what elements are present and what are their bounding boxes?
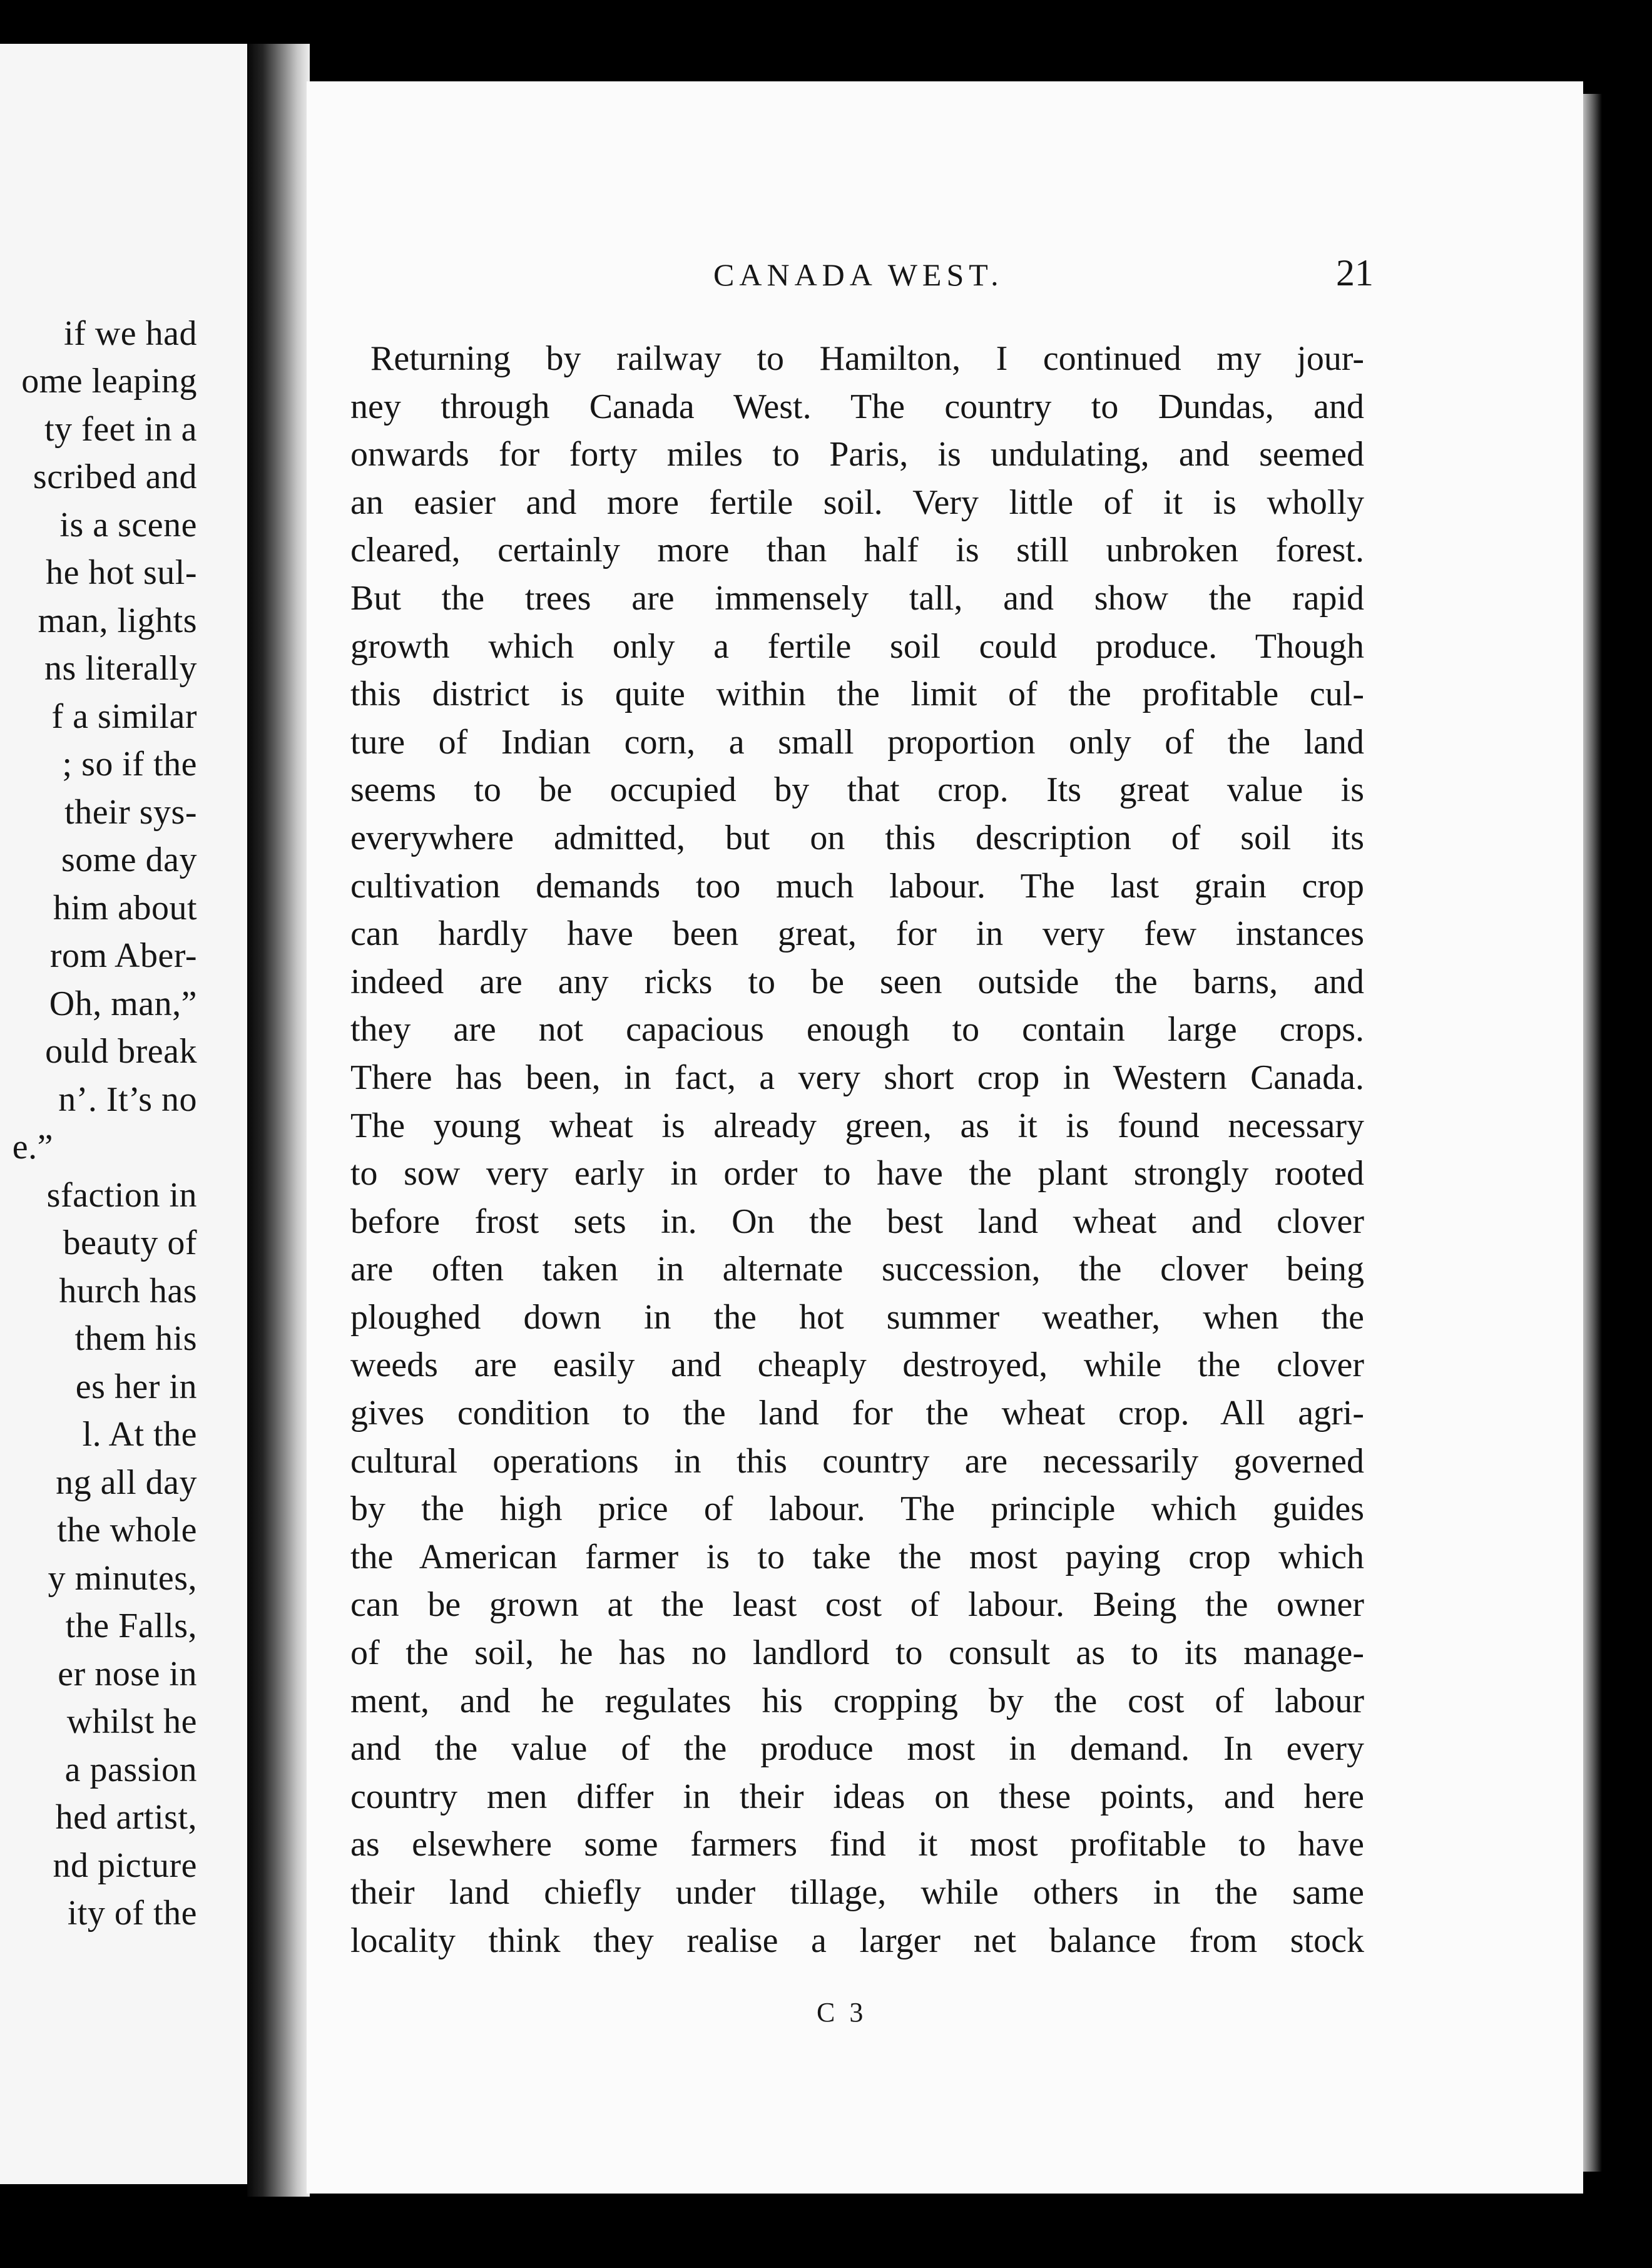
text-line: Returning by railway to Hamilton, I continued my jour- (370, 339, 1364, 378)
text-line: they are not capacious enough to contain large crops. (350, 1010, 1364, 1050)
text-line: of the soil, he has no landlord to consult as to its manage- (350, 1633, 1364, 1673)
left-page-line: nd picture (53, 1846, 197, 1885)
left-page-line: he hot sul- (46, 553, 197, 592)
text-line: can be grown at the least cost of labour. Being the owner (350, 1585, 1364, 1625)
text-line: by the high price of labour. The principle which guides (350, 1489, 1364, 1529)
left-page-line: ome leaping (21, 362, 197, 401)
text-line: everywhere admitted, but on this description of soil its (350, 818, 1364, 857)
left-page-line: is a scene (59, 506, 197, 544)
left-page-line: rom Aber- (49, 936, 197, 975)
left-page-line: Oh, man,” (49, 984, 197, 1023)
left-page-line: if we had (64, 314, 197, 353)
text-line: before frost sets in. On the best land wheat and clover (350, 1202, 1364, 1241)
running-head: CANADA WEST. (713, 257, 1004, 292)
left-page-line: scribed and (33, 457, 197, 496)
left-page-line: ns literally (44, 649, 197, 688)
text-line: to sow very early in order to have the plant strongly rooted (350, 1154, 1364, 1193)
left-page-line: e.” (12, 1128, 53, 1167)
text-line: can hardly have been great, for in very few instances (350, 914, 1364, 954)
text-line: weeds are easily and cheaply destroyed, while the clover (350, 1346, 1364, 1385)
page-number: 21 (1336, 252, 1374, 294)
text-line: the American farmer is to take the most paying crop which (350, 1537, 1364, 1576)
left-page-line: a passion (64, 1750, 197, 1789)
left-page-line: the Falls, (65, 1606, 197, 1645)
left-page-line: him about (53, 889, 197, 927)
left-page-line: beauty of (63, 1223, 197, 1262)
left-page-line: ng all day (56, 1463, 197, 1502)
text-line: and the value of the produce most in demand. In every (350, 1729, 1364, 1769)
text-line: country men differ in their ideas on these points, and here (350, 1777, 1364, 1816)
text-line: as elsewhere some farmers find it most profitable to have (350, 1825, 1364, 1864)
text-line: indeed are any ricks to be seen outside the barns, and (350, 962, 1364, 1001)
page-edge (1583, 94, 1602, 2172)
left-page-line: n’. It’s no (58, 1080, 197, 1119)
left-page-line: er nose in (58, 1655, 197, 1693)
text-line: cultivation demands too much labour. The last grain crop (350, 866, 1364, 906)
left-page-line: ty feet in a (44, 410, 197, 449)
body-text (350, 335, 1364, 1964)
left-page-line: them his (74, 1319, 197, 1358)
left-page-line: ; so if the (62, 745, 197, 784)
left-page-line: ould break (45, 1032, 197, 1071)
text-line: this district is quite within the limit of the profitable cul- (350, 675, 1364, 714)
left-page-line: l. At the (82, 1415, 197, 1454)
text-line: growth which only a fertile soil could produce. Though (350, 626, 1364, 666)
text-line: cultural operations in this country are necessarily governed (350, 1441, 1364, 1481)
text-line: The young wheat is already green, as it is found necessary (350, 1106, 1364, 1145)
text-line: ney through Canada West. The country to Dundas, and (350, 387, 1364, 426)
left-page-line: hurch has (59, 1272, 197, 1310)
signature-mark: C 3 (817, 1997, 867, 2028)
text-line: an easier and more fertile soil. Very little of it is wholly (350, 483, 1364, 522)
left-page-line: some day (61, 840, 197, 879)
text-line: onwards for forty miles to Paris, is undulating, and seemed (350, 435, 1364, 474)
left-page-line: whilst he (66, 1702, 197, 1741)
text-line: ploughed down in the hot summer weather, when the (350, 1297, 1364, 1337)
text-line: ment, and he regulates his cropping by the cost of labour (350, 1681, 1364, 1720)
left-page-line: es her in (75, 1367, 197, 1406)
text-line: But the trees are immensely tall, and show the rapid (350, 578, 1364, 618)
text-line: are often taken in alternate succession, the clover being (350, 1250, 1364, 1289)
left-page-line: hed artist, (55, 1798, 197, 1837)
left-page-line: their sys- (64, 793, 197, 832)
left-page-line: sfaction in (46, 1176, 197, 1215)
left-page (0, 44, 247, 2184)
left-page-line: the whole (57, 1511, 197, 1550)
book-gutter (247, 44, 310, 2197)
left-page-line: ity of the (67, 1894, 197, 1933)
left-page-line: f a similar (51, 697, 197, 736)
text-line: gives condition to the land for the wheat crop. All agri- (350, 1394, 1364, 1433)
text-line: There has been, in fact, a very short crop in Western Canada. (350, 1058, 1364, 1097)
text-line: seems to be occupied by that crop. Its great value is (350, 770, 1364, 810)
text-line: their land chiefly under tillage, while others in the same (350, 1873, 1364, 1912)
text-line: locality think they realise a larger net balance from stock (350, 1921, 1364, 1960)
left-page-line: man, lights (38, 601, 197, 640)
text-line: cleared, certainly more than half is still unbroken forest. (350, 531, 1364, 570)
left-page-line: y minutes, (48, 1559, 197, 1598)
text-line: ture of Indian corn, a small proportion only of the land (350, 722, 1364, 762)
